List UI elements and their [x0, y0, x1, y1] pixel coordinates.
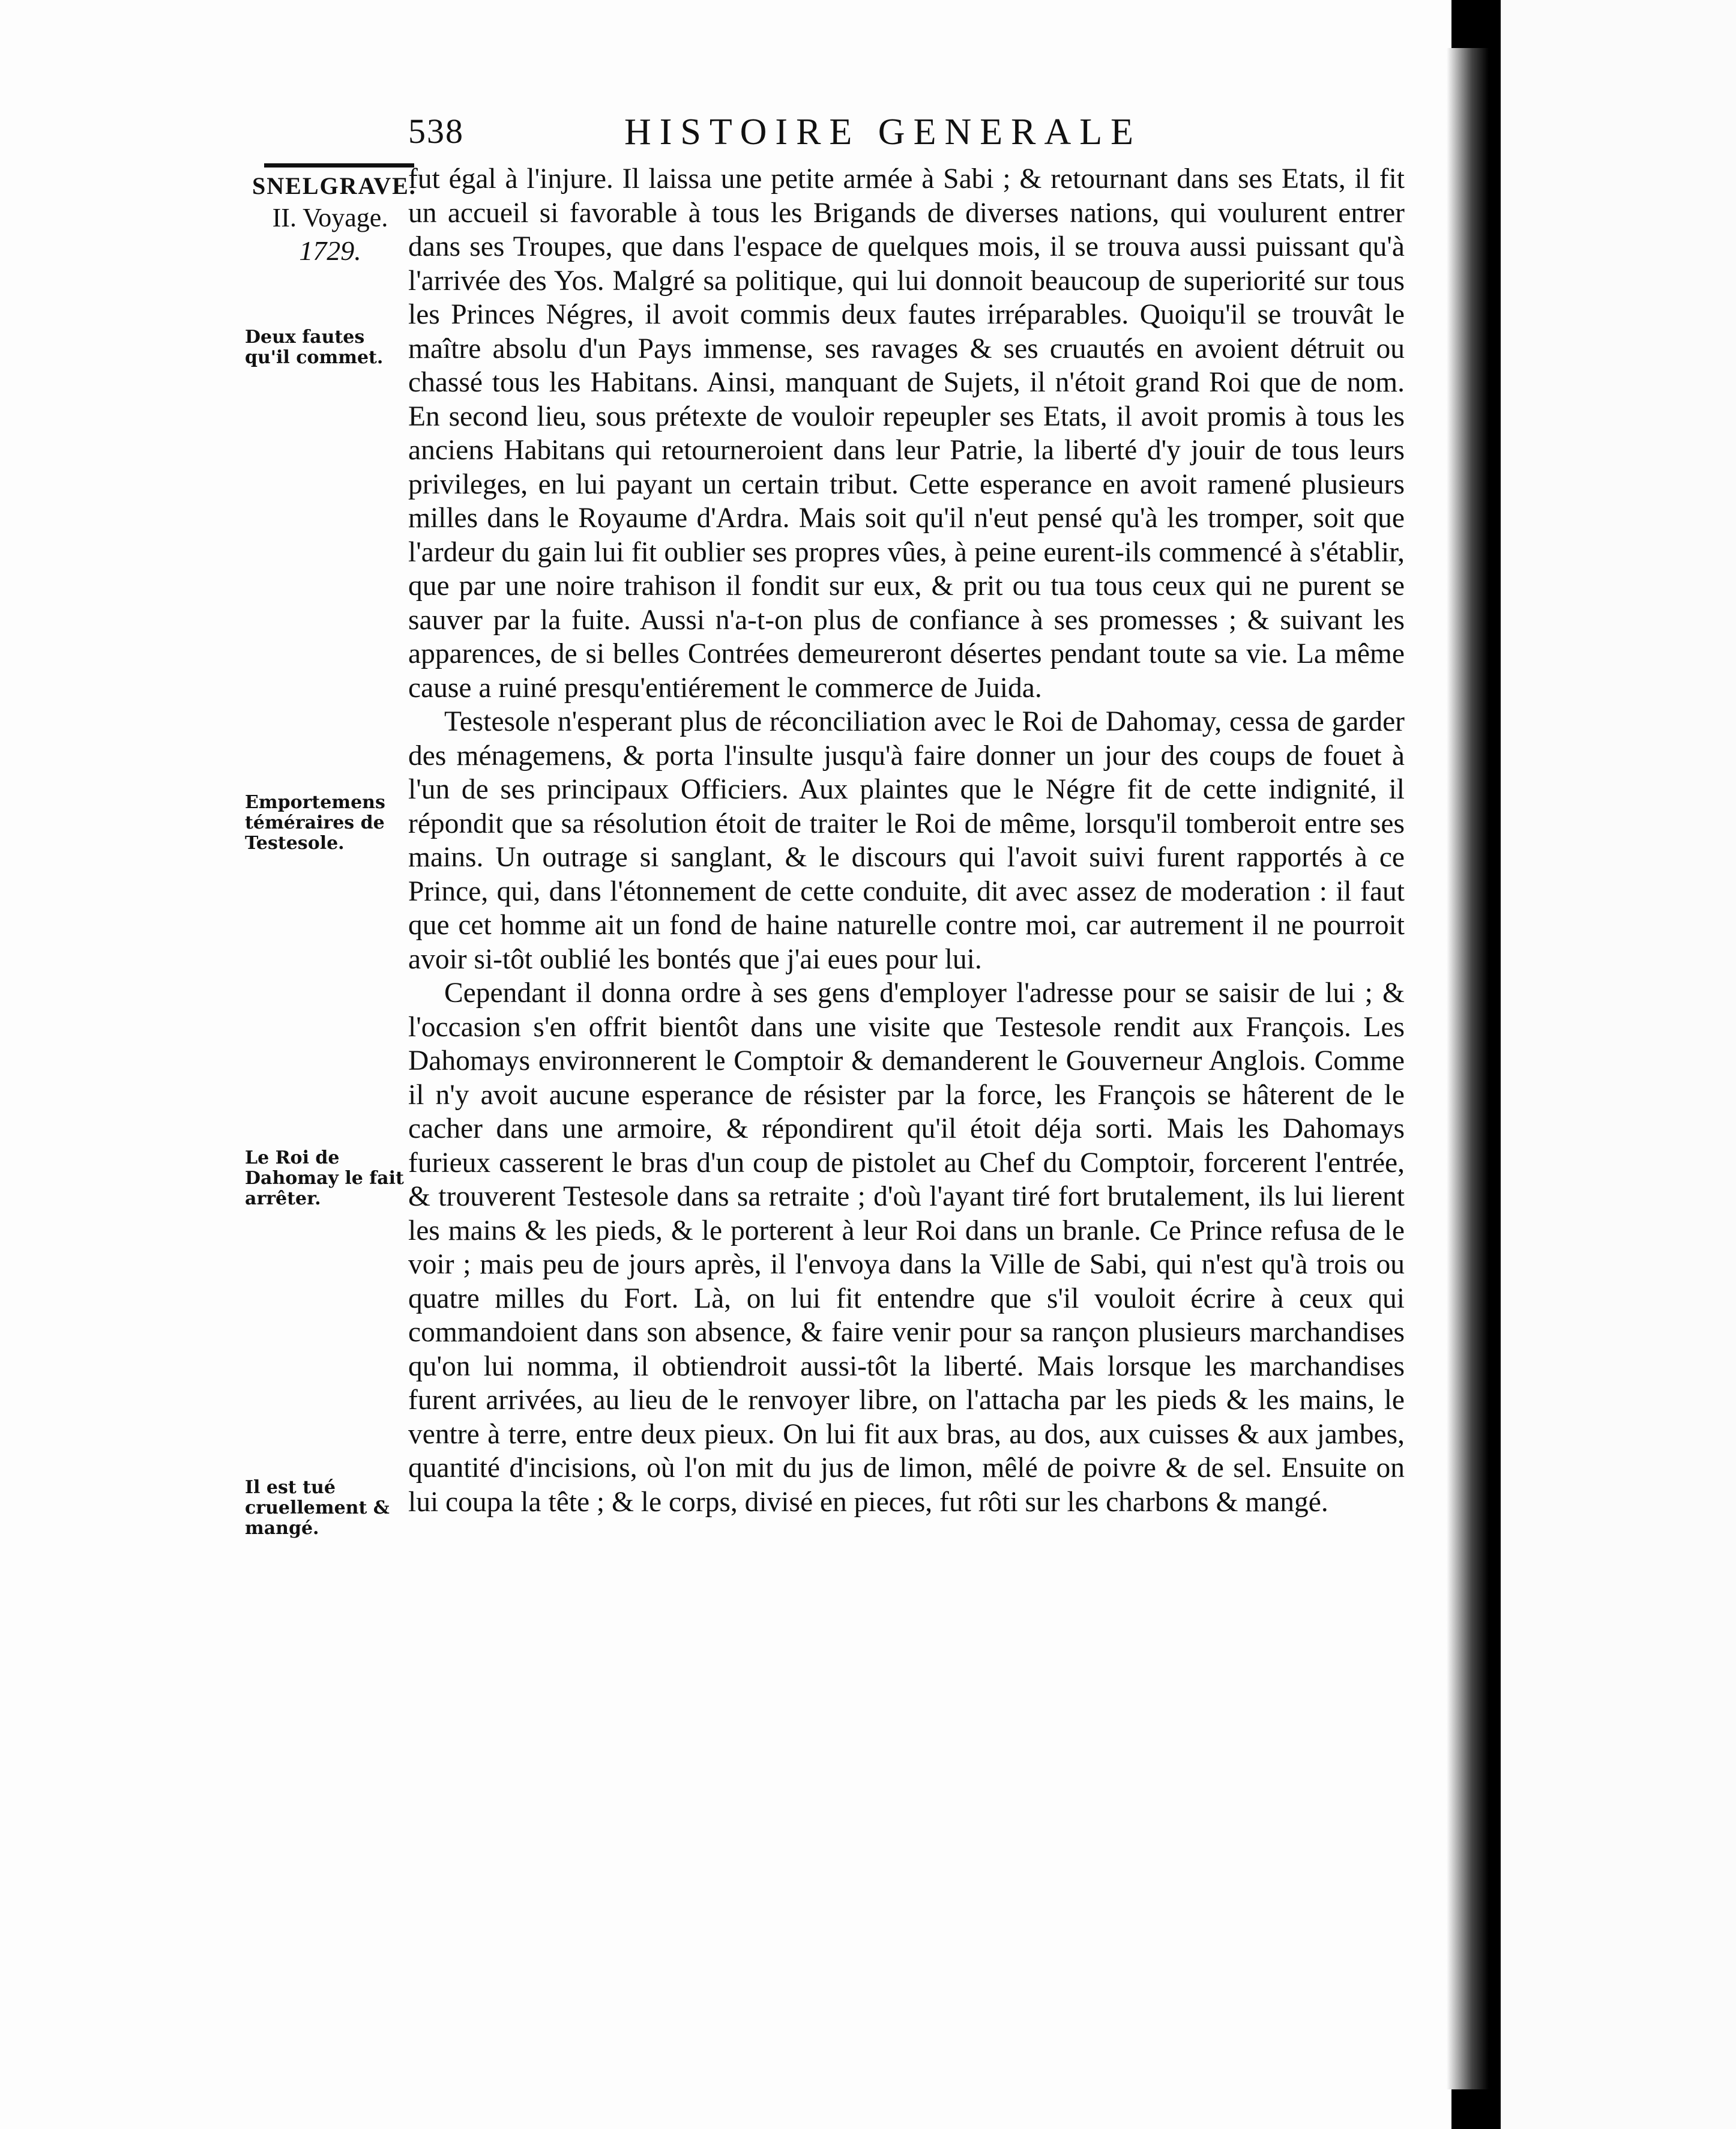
margin-voyage: II. Voyage.: [272, 203, 388, 232]
page-header: [408, 111, 1399, 165]
margin-note: Emportemens téméraires de Testesole.: [245, 792, 385, 854]
running-title: HISTOIRE GENERALE: [624, 112, 1142, 153]
margin-note: Il est tué cruellement & mangé.: [245, 1477, 390, 1539]
margin-head: [252, 171, 417, 268]
margin-note: Deux fautes qu'il commet.: [245, 327, 384, 368]
margin-author: SNELGRAVE.: [252, 172, 417, 199]
gutter-shadow: [1447, 48, 1489, 2089]
paragraph: Cependant il donna ordre à ses gens d'employer l'adresse pour se saisir de lui ; & l'occasion s'en offrit bientôt dans une visite que Testesole rendit aux François. Les Dahomays environnerent le Comptoir & demanderent le Gouverneur Anglois. Comme il n'y avoit aucune esperance de résister par la force, les François se hâterent de le cacher dans une armoire, & répondirent qu'il étoit déja sorti. Mais les Dahomays furieux casserent le bras d'un coup de pistolet au Chef du Comptoir, forcerent l'entrée, & trouverent Testesole dans sa retraite ; d'où l'ayant tiré fort brutalement, ils lui lierent les mains & les pieds, & le porterent à leur Roi dans un branle. Ce Prince refusa de le voir ; mais peu de jours après, il l'envoya dans la Ville de Sabi, qui n'est qu'à trois ou quatre milles du Fort. Là, on lui fit entendre que s'il vouloit écrire à ceux qui commandoient dans son absence, & faire venir pour sa rançon plusieurs marchandises qu'on lui nomma, il obtiendroit aussi-tôt la liberté. Mais lorsque les marchandises furent arrivées, au lieu de le renvoyer libre, on l'attacha par les pieds & les mains, le ventre à terre, entre deux pieux. On lui fit aux bras, au dos, aux cuisses & aux jambes, quantité d'incisions, où l'on mit du jus de limon, mêlé de poivre & de sel. Ensuite on lui coupa la tête ; & le corps, divisé en pieces, fut rôti sur les charbons & mangé.: [408, 977, 1405, 1518]
paragraph: fut égal à l'injure. Il laissa une petite armée à Sabi ; & retournant dans ses Etats, il fit un accueil si favorable à tous les Brigands de diverses nations, qui voulurent entrer dans ses Troupes, que dans l'espace de quelques mois, il se trouva aussi puissant qu'à l'arrivée des Yos. Malgré sa politique, qui lui donnoit beaucoup de superiorité sur tous les Princes Négres, il avoit commis deux fautes irréparables. Quoiqu'il se trouvât le maître absolu d'un Pays immense, ses ravages & ses cruautés en avoient détruit ou chassé tous les Habitans. Ainsi, manquant de Sujets, il n'étoit grand Roi que de nom. En second lieu, sous prétexte de vouloir repeupler ses Etats, il avoit promis à tous les anciens Habitans qui retourneroient dans leur Patrie, la liberté d'y jouir de tous leurs privileges, en lui payant un certain tribut. Cette esperance en avoit ramené plusieurs milles dans le Royaume d'Ardra. Mais soit qu'il n'eut pensé qu'à les tromper, soit que l'ardeur du gain lui fit oublier ses propres vûes, à peine eurent-ils commencé à s'établir, que par une noire trahison il fondit sur eux, & prit ou tua tous ceux qui ne purent se sauver par la fuite. Aussi n'a-t-on plus de confiance à ses promesses ; & suivant les apparences, de si belles Contrées demeureront désertes pendant toute sa vie. La même cause a ruiné presqu'entiérement le commerce de Juida.: [408, 163, 1405, 704]
body-text: [408, 162, 1405, 1519]
page-number: 538: [408, 112, 464, 151]
paragraph: Testesole n'esperant plus de réconciliation avec le Roi de Dahomay, cessa de garder des ménagemens, & porta l'insulte jusqu'à faire donner un jour des coups de fouet à l'un de ses principaux Officiers. Aux plaintes que le Négre fit de cette indignité, il répondit que sa résolution étoit de traiter le Roi de même, lorsqu'il tomberoit entre ses mains. Un outrage si sanglant, & le discours qui l'avoit suivi furent rapportés à ce Prince, qui, dans l'étonnement de cette conduite, dit avec assez de moderation : il faut que cet homme ait un fond de haine naturelle contre moi, car autrement il ne pourroit avoir si-tôt oublié les bontés que j'ai eues pour lui.: [408, 706, 1405, 975]
right-page: [1501, 0, 1736, 2129]
margin-rule: [264, 163, 414, 168]
margin-year: 1729.: [299, 235, 361, 266]
margin-note: Le Roi de Dahomay le fait arrêter.: [245, 1147, 404, 1209]
